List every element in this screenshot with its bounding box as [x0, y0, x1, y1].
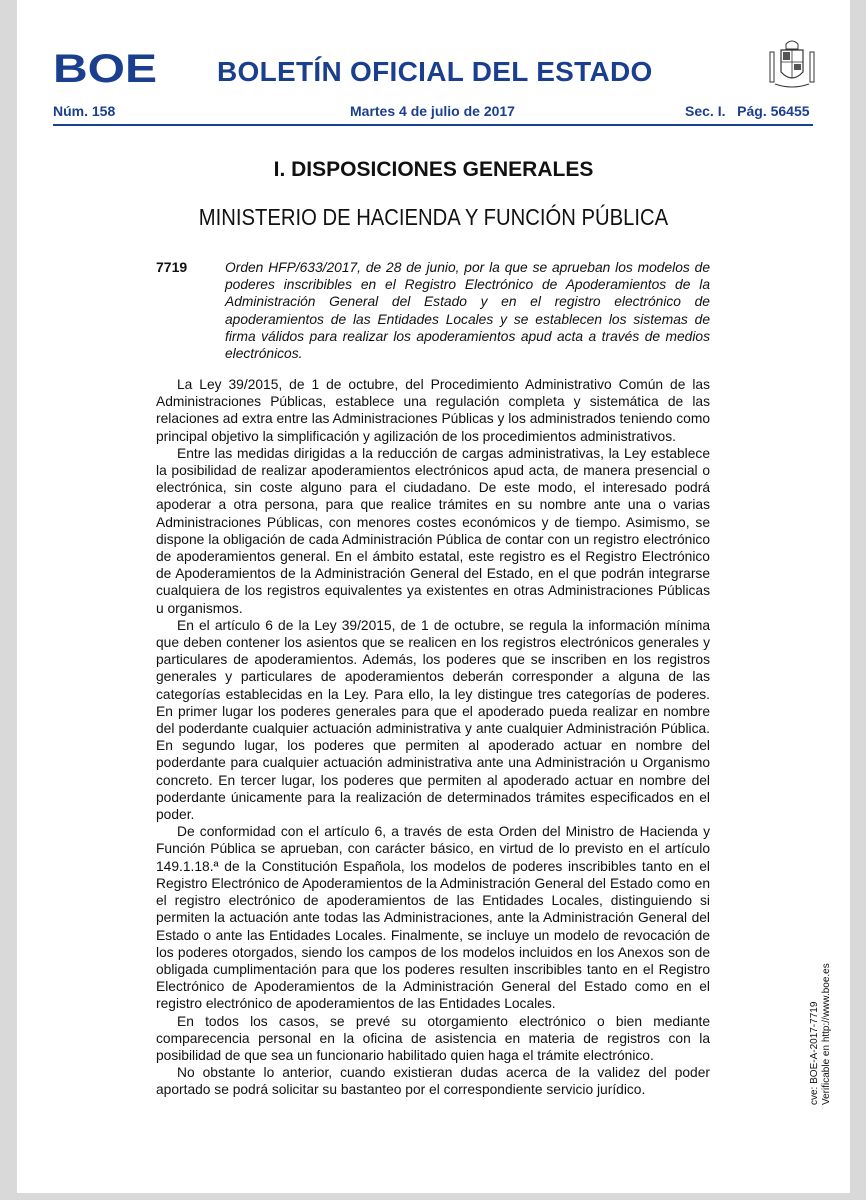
paragraph: En todos los casos, se prevé su otorgamiento electrónico o bien mediante comparecencia personal en la oficina de asistencia en materia de registros con la posibilidad de que sea un funcionario habilitado quien haga el trámite electrónico. [156, 1013, 710, 1063]
paragraph: De conformidad con el artículo 6, a través de esta Orden del Ministro de Hacienda y Función Pública se aprueban, con carácter básico, en virtud de lo previsto en el artículo 149.1.18.ª de la Constitución Española, los modelos de poderes inscribibles tanto en el Registro Electrónico de Apoderamientos de la Administración General del Estado como en el registro electrónico de apoderamientos de las Entidades Locales, distinguiendo si permiten la actuación ante todas las Administraciones, ante la Administración General del Estado o ante las Entidades Locales. Finalmente, se incluye un modelo de revocación de los poderes otorgados, siendo los campos de los modelos incluidos en los Anexos son de obligada cumplimentación para que los poderes resulten inscribibles tanto en el Registro Electrónico de Apoderamientos de la Administración General del Estado como en el registro electrónico de apoderamientos de las Entidades Locales. [156, 824, 710, 1012]
publication-title: BOLETÍN OFICIAL DEL ESTADO [217, 56, 653, 87]
ministry-title: MINISTERIO DE HACIENDA Y FUNCIÓN PÚBLICA [198, 204, 669, 230]
paragraph: La Ley 39/2015, de 1 de octubre, del Procedimiento Administrativo Común de las Administraciones Públicas, establece una regulación completa y sistemática de las relaciones ad extra entre las Administraciones Públicas y los administrados teniendo como principal objetivo la simplificación y agilización de los procedimientos administrativos. [156, 377, 710, 444]
entry-summary: Orden HFP/633/2017, de 28 de junio, por la que se aprueban los modelos de poderes inscribibles en el Registro Electrónico de Apoderamientos de la Administración General del Estado y en el registro electrónico de apoderamientos de las Entidades Locales y se establecen los sistemas de firma válidos para realizar los apoderamientos apud acta a través de medios electrónicos. [225, 260, 710, 362]
boe-logo-text: BOE [53, 48, 157, 86]
paragraph: Entre las medidas dirigidas a la reducción de cargas administrativas, la Ley establece la posibilidad de realizar apoderamientos electrónicos apud acta, de manera presencial o electrónica, sin coste alguno para el ciudadano. De este modo, el interesado podrá apoderar a otra persona, para que realice trámites en su nombre ante una o varias Administraciones Públicas, con menores costes económicos y de tiempo. Asimismo, se dispone la obligación de cada Administración Pública de contar con un registro electrónico de apoderamientos general. En el ámbito estatal, este registro es el Registro Electrónico de Apoderamientos de la Administración General del Estado, en el que podrán integrarse cualquiera de los registros equivalentes ya existentes en otras Administraciones Públicas u organismos. [156, 445, 710, 616]
issue-date: Martes 4 de julio de 2017 [350, 103, 515, 119]
coat-of-arms-icon [767, 38, 817, 93]
section-page: Sec. I. Pág. 56455 [685, 103, 810, 119]
verify-link[interactable]: Verificable en http://www.boe.es [821, 963, 832, 1105]
header-divider [53, 124, 813, 126]
body-text [156, 376, 710, 1099]
document-page [17, 0, 850, 1193]
verification-note [809, 963, 833, 1105]
issue-number: Núm. 158 [53, 103, 116, 119]
paragraph: En el artículo 6 de la Ley 39/2015, de 1 de octubre, se regula la información mínima que deben contener los asientos que se realicen en los registros electrónicos generales y particulares de apoderamientos. Además, los poderes que se inscriben en los registros generales y particulares de apoderamientos deberán corresponder a alguna de las categorías establecidas en la Ley. Para ello, la ley distingue tres categorías de poderes. En primer lugar los poderes generales para que el apoderado pueda realizar en nombre del poderdante cualquier actuación administrativa y ante cualquier Administración Pública. En segundo lugar, los poderes que permiten al apoderado actuar en nombre del poderdante para cualquier actuación administrativa ante una Administración u Organismo concreto. En tercer lugar, los poderes que permiten al apoderado actuar en nombre del poderdante únicamente para la realización de determinados trámites especificados en el poder. [156, 617, 710, 823]
cve-code: cve: BOE-A-2017-7719 [809, 1001, 820, 1105]
boe-logo [53, 48, 157, 86]
paragraph: No obstante lo anterior, cuando existieran dudas acerca de la validez del poder aportado se podrá solicitar su bastanteo por el correspondiente servicio jurídico. [156, 1065, 710, 1098]
entry-number: 7719 [156, 259, 188, 275]
section-title: I. DISPOSICIONES GENERALES [273, 158, 594, 181]
